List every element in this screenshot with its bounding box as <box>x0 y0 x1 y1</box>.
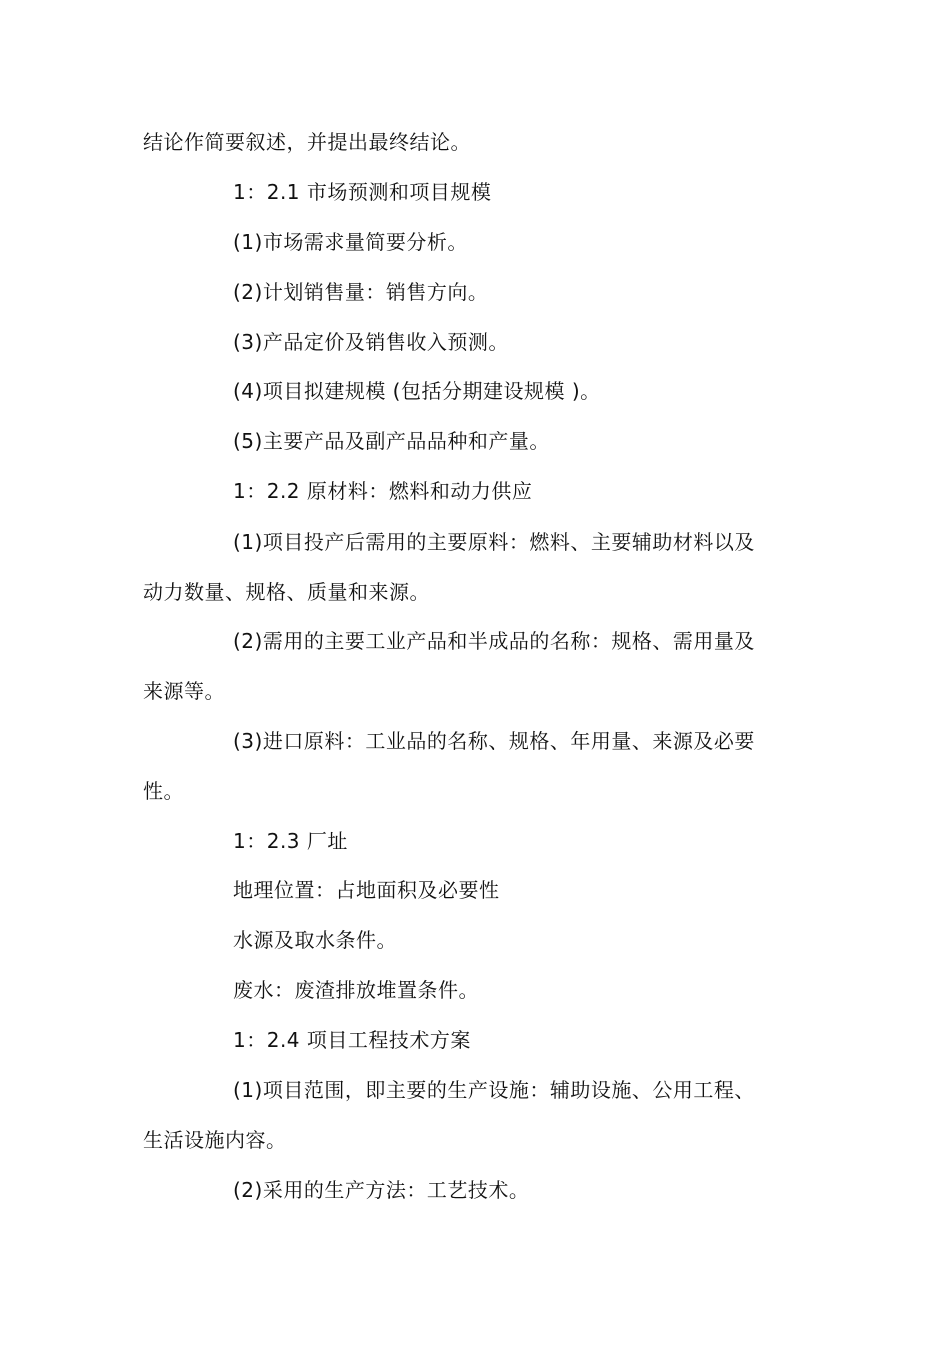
paragraph-location: 地理位置：占地面积及必要性 <box>233 878 500 902</box>
paragraph-water-source: 水源及取水条件。 <box>233 928 397 952</box>
list-item-project-scale: (4)项目拟建规模 (包括分期建设规模 )。 <box>233 379 601 403</box>
section-heading-2-3: 1：2.3 厂址 <box>233 829 348 853</box>
paragraph-conclusion-tail: 结论作简要叙述，并提出最终结论。 <box>143 130 471 154</box>
list-item-industrial-products-cont: 来源等。 <box>143 679 225 703</box>
list-item-raw-materials-cont: 动力数量、规格、质量和来源。 <box>143 580 430 604</box>
list-item-raw-materials: (1)项目投产后需用的主要原料：燃料、主要辅助材料以及 <box>233 530 755 554</box>
list-item-industrial-products: (2)需用的主要工业产品和半成品的名称：规格、需用量及 <box>233 629 755 653</box>
section-heading-2-1: 1：2.1 市场预测和项目规模 <box>233 180 492 204</box>
list-item-production-method: (2)采用的生产方法：工艺技术。 <box>233 1178 530 1202</box>
list-item-project-scope-cont: 生活设施内容。 <box>143 1128 287 1152</box>
list-item-sales-plan: (2)计划销售量：销售方向。 <box>233 280 489 304</box>
list-item-market-demand: (1)市场需求量简要分析。 <box>233 230 468 254</box>
list-item-pricing: (3)产品定价及销售收入预测。 <box>233 330 509 354</box>
section-heading-2-4: 1：2.4 项目工程技术方案 <box>233 1028 471 1052</box>
section-heading-2-2: 1：2.2 原材料：燃料和动力供应 <box>233 479 533 503</box>
list-item-main-products: (5)主要产品及副产品品种和产量。 <box>233 429 550 453</box>
list-item-imported-materials: (3)进口原料：工业品的名称、规格、年用量、来源及必要 <box>233 729 755 753</box>
paragraph-wastewater: 废水：废渣排放堆置条件。 <box>233 978 479 1002</box>
list-item-imported-materials-cont: 性。 <box>143 779 184 803</box>
list-item-project-scope: (1)项目范围，即主要的生产设施：辅助设施、公用工程、 <box>233 1078 755 1102</box>
